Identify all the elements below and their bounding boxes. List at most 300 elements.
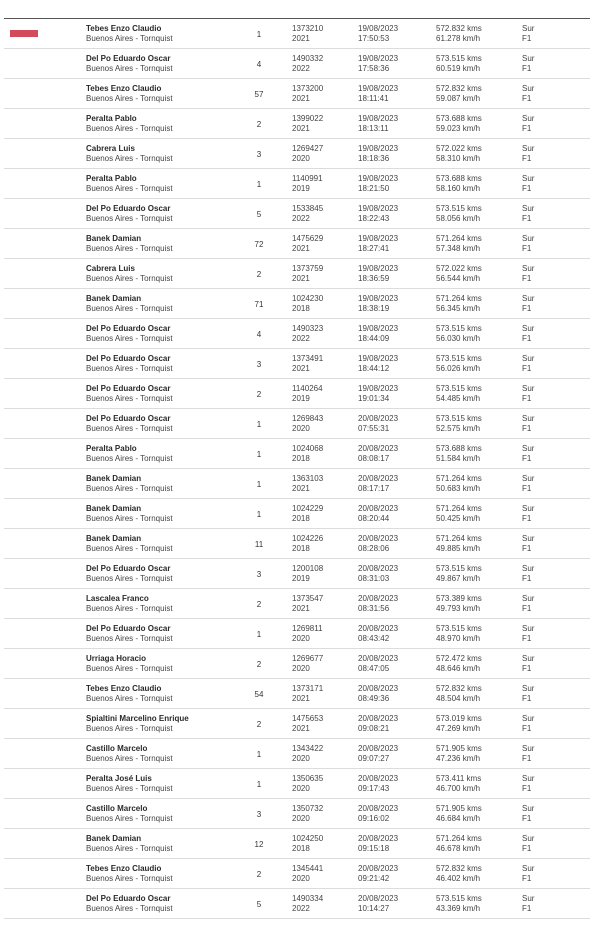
- speed: 48.970 km/h: [436, 634, 481, 643]
- table-row: [4, 169, 590, 199]
- distance-cell: [436, 714, 516, 734]
- zone-cell: [522, 174, 562, 194]
- distance-cell: [436, 564, 516, 584]
- arrival-date: 20/08/2023: [358, 684, 399, 693]
- fancier-club: Buenos Aires - Tornquist: [86, 694, 173, 703]
- ring-year: 2019: [292, 184, 310, 193]
- fancier-club: Buenos Aires - Tornquist: [86, 244, 173, 253]
- ring-year: 2020: [292, 424, 310, 433]
- zone-cell: [522, 444, 562, 464]
- arrival-date: 20/08/2023: [358, 774, 399, 783]
- ring-number: 1024230: [292, 294, 324, 303]
- arrival-date: 20/08/2023: [358, 864, 399, 873]
- table-row: [4, 889, 590, 919]
- position-number: 2: [256, 720, 262, 729]
- fancier-club: Buenos Aires - Tornquist: [86, 514, 173, 523]
- fancier-club: Buenos Aires - Tornquist: [86, 604, 173, 613]
- arrival-cell: [358, 474, 428, 494]
- table-row: [4, 409, 590, 439]
- fancier-name: Banek Damian: [86, 504, 142, 513]
- ring-cell: [292, 84, 352, 104]
- arrival-date: 20/08/2023: [358, 504, 399, 513]
- ring-year: 2022: [292, 904, 310, 913]
- position-number: 5: [256, 900, 262, 909]
- arrival-cell: [358, 24, 428, 44]
- ring-cell: [292, 834, 352, 854]
- fancier-cell: [86, 654, 256, 674]
- fancier-name: Spialtini Marcelino Enrique: [86, 714, 189, 723]
- fancier-cell: [86, 624, 256, 644]
- arrival-time: 08:31:03: [358, 574, 390, 583]
- ring-cell: [292, 504, 352, 524]
- zone: Sur: [522, 24, 535, 33]
- distance-cell: [436, 324, 516, 344]
- fancier-name: Del Po Eduardo Oscar: [86, 624, 171, 633]
- ring-year: 2021: [292, 364, 310, 373]
- arrival-cell: [358, 204, 428, 224]
- category: F1: [522, 814, 532, 823]
- ring-number: 1490323: [292, 324, 324, 333]
- position-number: 2: [256, 270, 262, 279]
- zone: Sur: [522, 744, 535, 753]
- zone: Sur: [522, 504, 535, 513]
- speed: 46.678 km/h: [436, 844, 481, 853]
- category: F1: [522, 664, 532, 673]
- arrival-date: 20/08/2023: [358, 534, 399, 543]
- arrival-cell: [358, 744, 428, 764]
- arrival-time: 09:17:43: [358, 784, 390, 793]
- fancier-cell: [86, 744, 256, 764]
- fancier-club: Buenos Aires - Tornquist: [86, 64, 173, 73]
- fancier-club: Buenos Aires - Tornquist: [86, 634, 173, 643]
- fancier-name: Tebes Enzo Claudio: [86, 864, 162, 873]
- ring-number: 1269843: [292, 414, 324, 423]
- fancier-name: Peralta Pablo: [86, 114, 137, 123]
- fancier-cell: [86, 384, 256, 404]
- ring-cell: [292, 144, 352, 164]
- ring-year: 2018: [292, 514, 310, 523]
- arrival-cell: [358, 534, 428, 554]
- table-row: [4, 649, 590, 679]
- ring-number: 1024229: [292, 504, 324, 513]
- ring-number: 1024226: [292, 534, 324, 543]
- arrival-time: 08:47:05: [358, 664, 390, 673]
- speed: 56.030 km/h: [436, 334, 481, 343]
- arrival-cell: [358, 504, 428, 524]
- speed: 46.402 km/h: [436, 874, 481, 883]
- position-number: 57: [254, 90, 264, 99]
- category: F1: [522, 634, 532, 643]
- speed: 49.867 km/h: [436, 574, 481, 583]
- distance-cell: [436, 804, 516, 824]
- ring-year: 2020: [292, 754, 310, 763]
- arrival-cell: [358, 324, 428, 344]
- arrival-date: 19/08/2023: [358, 354, 399, 363]
- arrival-time: 18:27:41: [358, 244, 390, 253]
- fancier-name: Del Po Eduardo Oscar: [86, 354, 171, 363]
- ring-cell: [292, 564, 352, 584]
- table-row: [4, 469, 590, 499]
- fancier-cell: [86, 834, 256, 854]
- fancier-cell: [86, 54, 256, 74]
- arrival-cell: [358, 684, 428, 704]
- ring-number: 1363103: [292, 474, 324, 483]
- fancier-club: Buenos Aires - Tornquist: [86, 124, 173, 133]
- arrival-time: 08:28:06: [358, 544, 390, 553]
- speed: 51.584 km/h: [436, 454, 481, 463]
- ring-year: 2020: [292, 814, 310, 823]
- ring-number: 1373171: [292, 684, 324, 693]
- arrival-cell: [358, 264, 428, 284]
- speed: 49.793 km/h: [436, 604, 481, 613]
- arrival-time: 18:36:59: [358, 274, 390, 283]
- distance: 573.515 kms: [436, 324, 482, 333]
- fancier-cell: [86, 324, 256, 344]
- fancier-name: Del Po Eduardo Oscar: [86, 894, 171, 903]
- category: F1: [522, 784, 532, 793]
- distance: 571.905 kms: [436, 744, 482, 753]
- category: F1: [522, 754, 532, 763]
- distance-cell: [436, 444, 516, 464]
- ring-number: 1475653: [292, 714, 324, 723]
- zone: Sur: [522, 204, 535, 213]
- ring-cell: [292, 354, 352, 374]
- distance-cell: [436, 504, 516, 524]
- table-row: [4, 229, 590, 259]
- ring-number: 1345441: [292, 864, 324, 873]
- distance-cell: [436, 774, 516, 794]
- arrival-time: 18:11:41: [358, 94, 389, 103]
- table-row: [4, 439, 590, 469]
- zone: Sur: [522, 114, 535, 123]
- zone: Sur: [522, 354, 535, 363]
- zone-cell: [522, 474, 562, 494]
- fancier-club: Buenos Aires - Tornquist: [86, 904, 173, 913]
- zone-cell: [522, 384, 562, 404]
- fancier-cell: [86, 84, 256, 104]
- distance: 571.905 kms: [436, 804, 482, 813]
- arrival-date: 20/08/2023: [358, 714, 399, 723]
- fancier-club: Buenos Aires - Tornquist: [86, 34, 173, 43]
- arrival-cell: [358, 84, 428, 104]
- arrival-cell: [358, 144, 428, 164]
- zone-cell: [522, 324, 562, 344]
- fancier-club: Buenos Aires - Tornquist: [86, 484, 173, 493]
- position-number: 2: [256, 390, 262, 399]
- ring-year: 2021: [292, 34, 310, 43]
- category: F1: [522, 454, 532, 463]
- ring-cell: [292, 324, 352, 344]
- zone-cell: [522, 714, 562, 734]
- arrival-date: 19/08/2023: [358, 84, 399, 93]
- ring-year: 2021: [292, 604, 310, 613]
- ring-cell: [292, 234, 352, 254]
- distance: 571.264 kms: [436, 474, 482, 483]
- ring-number: 1373200: [292, 84, 324, 93]
- zone-cell: [522, 144, 562, 164]
- ring-number: 1490332: [292, 54, 324, 63]
- arrival-cell: [358, 564, 428, 584]
- speed: 49.885 km/h: [436, 544, 481, 553]
- arrival-cell: [358, 654, 428, 674]
- position-number: 2: [256, 600, 262, 609]
- distance-cell: [436, 414, 516, 434]
- arrival-time: 09:21:42: [358, 874, 390, 883]
- zone: Sur: [522, 324, 535, 333]
- arrival-time: 08:08:17: [358, 454, 390, 463]
- table-row: [4, 529, 590, 559]
- position-number: 3: [256, 570, 262, 579]
- arrival-date: 20/08/2023: [358, 444, 399, 453]
- arrival-date: 19/08/2023: [358, 174, 399, 183]
- distance: 572.832 kms: [436, 24, 482, 33]
- arrival-time: 18:44:09: [358, 334, 390, 343]
- distance-cell: [436, 354, 516, 374]
- ring-cell: [292, 114, 352, 134]
- ring-number: 1269811: [292, 624, 323, 633]
- distance-cell: [436, 474, 516, 494]
- zone-cell: [522, 894, 562, 914]
- ring-year: 2018: [292, 544, 310, 553]
- ring-cell: [292, 174, 352, 194]
- ring-cell: [292, 744, 352, 764]
- fancier-cell: [86, 594, 256, 614]
- ring-number: 1350732: [292, 804, 324, 813]
- ring-cell: [292, 294, 352, 314]
- fancier-club: Buenos Aires - Tornquist: [86, 754, 173, 763]
- fancier-cell: [86, 714, 256, 734]
- category: F1: [522, 484, 532, 493]
- distance: 573.515 kms: [436, 894, 482, 903]
- fancier-club: Buenos Aires - Tornquist: [86, 574, 173, 583]
- position-number: 1: [256, 780, 262, 789]
- position-number: 1: [256, 630, 262, 639]
- arrival-date: 20/08/2023: [358, 624, 399, 633]
- distance-cell: [436, 174, 516, 194]
- zone: Sur: [522, 594, 535, 603]
- ring-cell: [292, 594, 352, 614]
- table-row: [4, 559, 590, 589]
- position-number: 2: [256, 870, 262, 879]
- zone: Sur: [522, 264, 535, 273]
- fancier-club: Buenos Aires - Tornquist: [86, 274, 173, 283]
- speed: 56.345 km/h: [436, 304, 481, 313]
- zone-cell: [522, 504, 562, 524]
- table-row: [4, 769, 590, 799]
- fancier-cell: [86, 804, 256, 824]
- zone-cell: [522, 114, 562, 134]
- speed: 46.700 km/h: [436, 784, 481, 793]
- arrival-time: 08:20:44: [358, 514, 390, 523]
- arrival-date: 20/08/2023: [358, 594, 399, 603]
- speed: 47.236 km/h: [436, 754, 481, 763]
- zone: Sur: [522, 174, 535, 183]
- arrival-date: 20/08/2023: [358, 744, 399, 753]
- fancier-cell: [86, 294, 256, 314]
- zone-cell: [522, 564, 562, 584]
- arrival-time: 07:55:31: [358, 424, 390, 433]
- arrival-time: 18:18:36: [358, 154, 390, 163]
- table-row: [4, 829, 590, 859]
- category: F1: [522, 874, 532, 883]
- ring-cell: [292, 54, 352, 74]
- distance: 571.264 kms: [436, 534, 482, 543]
- ring-year: 2021: [292, 244, 310, 253]
- zone: Sur: [522, 144, 535, 153]
- zone: Sur: [522, 414, 535, 423]
- table-row: [4, 49, 590, 79]
- ring-number: 1343422: [292, 744, 324, 753]
- ring-year: 2021: [292, 94, 310, 103]
- arrival-time: 08:43:42: [358, 634, 390, 643]
- distance: 573.515 kms: [436, 204, 482, 213]
- zone-cell: [522, 684, 562, 704]
- ring-cell: [292, 414, 352, 434]
- ring-year: 2018: [292, 454, 310, 463]
- ring-number: 1399022: [292, 114, 324, 123]
- ring-number: 1269427: [292, 144, 324, 153]
- zone: Sur: [522, 534, 535, 543]
- zone-cell: [522, 24, 562, 44]
- arrival-cell: [358, 864, 428, 884]
- arrival-cell: [358, 384, 428, 404]
- speed: 57.348 km/h: [436, 244, 481, 253]
- ring-cell: [292, 264, 352, 284]
- fancier-name: Banek Damian: [86, 474, 142, 483]
- arrival-cell: [358, 774, 428, 794]
- table-row: [4, 139, 590, 169]
- fancier-name: Del Po Eduardo Oscar: [86, 564, 171, 573]
- arrival-cell: [358, 444, 428, 464]
- distance-cell: [436, 894, 516, 914]
- arrival-cell: [358, 594, 428, 614]
- zone: Sur: [522, 834, 535, 843]
- ring-number: 1373759: [292, 264, 324, 273]
- fancier-cell: [86, 264, 256, 284]
- position-number: 1: [256, 180, 262, 189]
- ring-year: 2020: [292, 784, 310, 793]
- arrival-time: 18:21:50: [358, 184, 390, 193]
- position-number: 3: [256, 150, 262, 159]
- speed: 47.269 km/h: [436, 724, 481, 733]
- fancier-club: Buenos Aires - Tornquist: [86, 214, 173, 223]
- arrival-date: 19/08/2023: [358, 324, 399, 333]
- arrival-time: 17:50:53: [358, 34, 390, 43]
- fancier-name: Del Po Eduardo Oscar: [86, 204, 171, 213]
- zone: Sur: [522, 774, 535, 783]
- distance: 573.688 kms: [436, 174, 482, 183]
- fancier-cell: [86, 774, 256, 794]
- zone: Sur: [522, 714, 535, 723]
- ring-year: 2018: [292, 304, 310, 313]
- distance: 572.832 kms: [436, 864, 482, 873]
- category: F1: [522, 94, 532, 103]
- zone: Sur: [522, 624, 535, 633]
- arrival-date: 19/08/2023: [358, 204, 399, 213]
- ring-year: 2018: [292, 844, 310, 853]
- fancier-club: Buenos Aires - Tornquist: [86, 424, 173, 433]
- speed: 58.160 km/h: [436, 184, 481, 193]
- position-number: 54: [254, 690, 264, 699]
- distance: 571.264 kms: [436, 834, 482, 843]
- ring-year: 2022: [292, 214, 310, 223]
- category: F1: [522, 394, 532, 403]
- fancier-cell: [86, 564, 256, 584]
- fancier-cell: [86, 144, 256, 164]
- fancier-name: Tebes Enzo Claudio: [86, 84, 162, 93]
- position-number: 2: [256, 660, 262, 669]
- fancier-cell: [86, 474, 256, 494]
- arrival-time: 08:31:56: [358, 604, 390, 613]
- distance: 571.264 kms: [436, 294, 482, 303]
- speed: 48.504 km/h: [436, 694, 481, 703]
- fancier-cell: [86, 414, 256, 434]
- position-number: 4: [256, 330, 262, 339]
- distance: 572.832 kms: [436, 684, 482, 693]
- zone-cell: [522, 744, 562, 764]
- fancier-name: Banek Damian: [86, 834, 142, 843]
- arrival-time: 18:13:11: [358, 124, 389, 133]
- arrival-cell: [358, 414, 428, 434]
- fancier-club: Buenos Aires - Tornquist: [86, 814, 173, 823]
- zone-cell: [522, 534, 562, 554]
- distance-cell: [436, 534, 516, 554]
- fancier-cell: [86, 864, 256, 884]
- zone: Sur: [522, 294, 535, 303]
- fancier-name: Del Po Eduardo Oscar: [86, 54, 171, 63]
- category: F1: [522, 154, 532, 163]
- fancier-club: Buenos Aires - Tornquist: [86, 664, 173, 673]
- position-number: 3: [256, 360, 262, 369]
- ring-number: 1350635: [292, 774, 324, 783]
- ring-year: 2021: [292, 694, 310, 703]
- position-number: 1: [256, 420, 262, 429]
- arrival-time: 09:16:02: [358, 814, 390, 823]
- arrival-date: 20/08/2023: [358, 654, 399, 663]
- ring-number: 1200108: [292, 564, 324, 573]
- fancier-name: Tebes Enzo Claudio: [86, 684, 162, 693]
- fancier-cell: [86, 204, 256, 224]
- fancier-club: Buenos Aires - Tornquist: [86, 304, 173, 313]
- fancier-club: Buenos Aires - Tornquist: [86, 874, 173, 883]
- arrival-time: 10:14:27: [358, 904, 390, 913]
- ring-number: 1140264: [292, 384, 323, 393]
- distance: 572.472 kms: [436, 654, 482, 663]
- zone-cell: [522, 234, 562, 254]
- fancier-name: Peralta José Luis: [86, 774, 152, 783]
- position-number: 71: [254, 300, 264, 309]
- arrival-time: 09:07:27: [358, 754, 390, 763]
- category: F1: [522, 214, 532, 223]
- arrival-time: 09:15:18: [358, 844, 390, 853]
- category: F1: [522, 64, 532, 73]
- zone: Sur: [522, 84, 535, 93]
- zone-cell: [522, 264, 562, 284]
- fancier-club: Buenos Aires - Tornquist: [86, 844, 173, 853]
- ring-year: 2019: [292, 574, 310, 583]
- speed: 56.544 km/h: [436, 274, 481, 283]
- arrival-date: 19/08/2023: [358, 54, 399, 63]
- distance-cell: [436, 114, 516, 134]
- arrival-date: 20/08/2023: [358, 564, 399, 573]
- fancier-name: Urriaga Horacio: [86, 654, 147, 663]
- distance-cell: [436, 294, 516, 314]
- table-row: [4, 199, 590, 229]
- ring-cell: [292, 444, 352, 464]
- fancier-name: Cabrera Luis: [86, 144, 135, 153]
- arrival-date: 19/08/2023: [358, 384, 399, 393]
- zone-cell: [522, 654, 562, 674]
